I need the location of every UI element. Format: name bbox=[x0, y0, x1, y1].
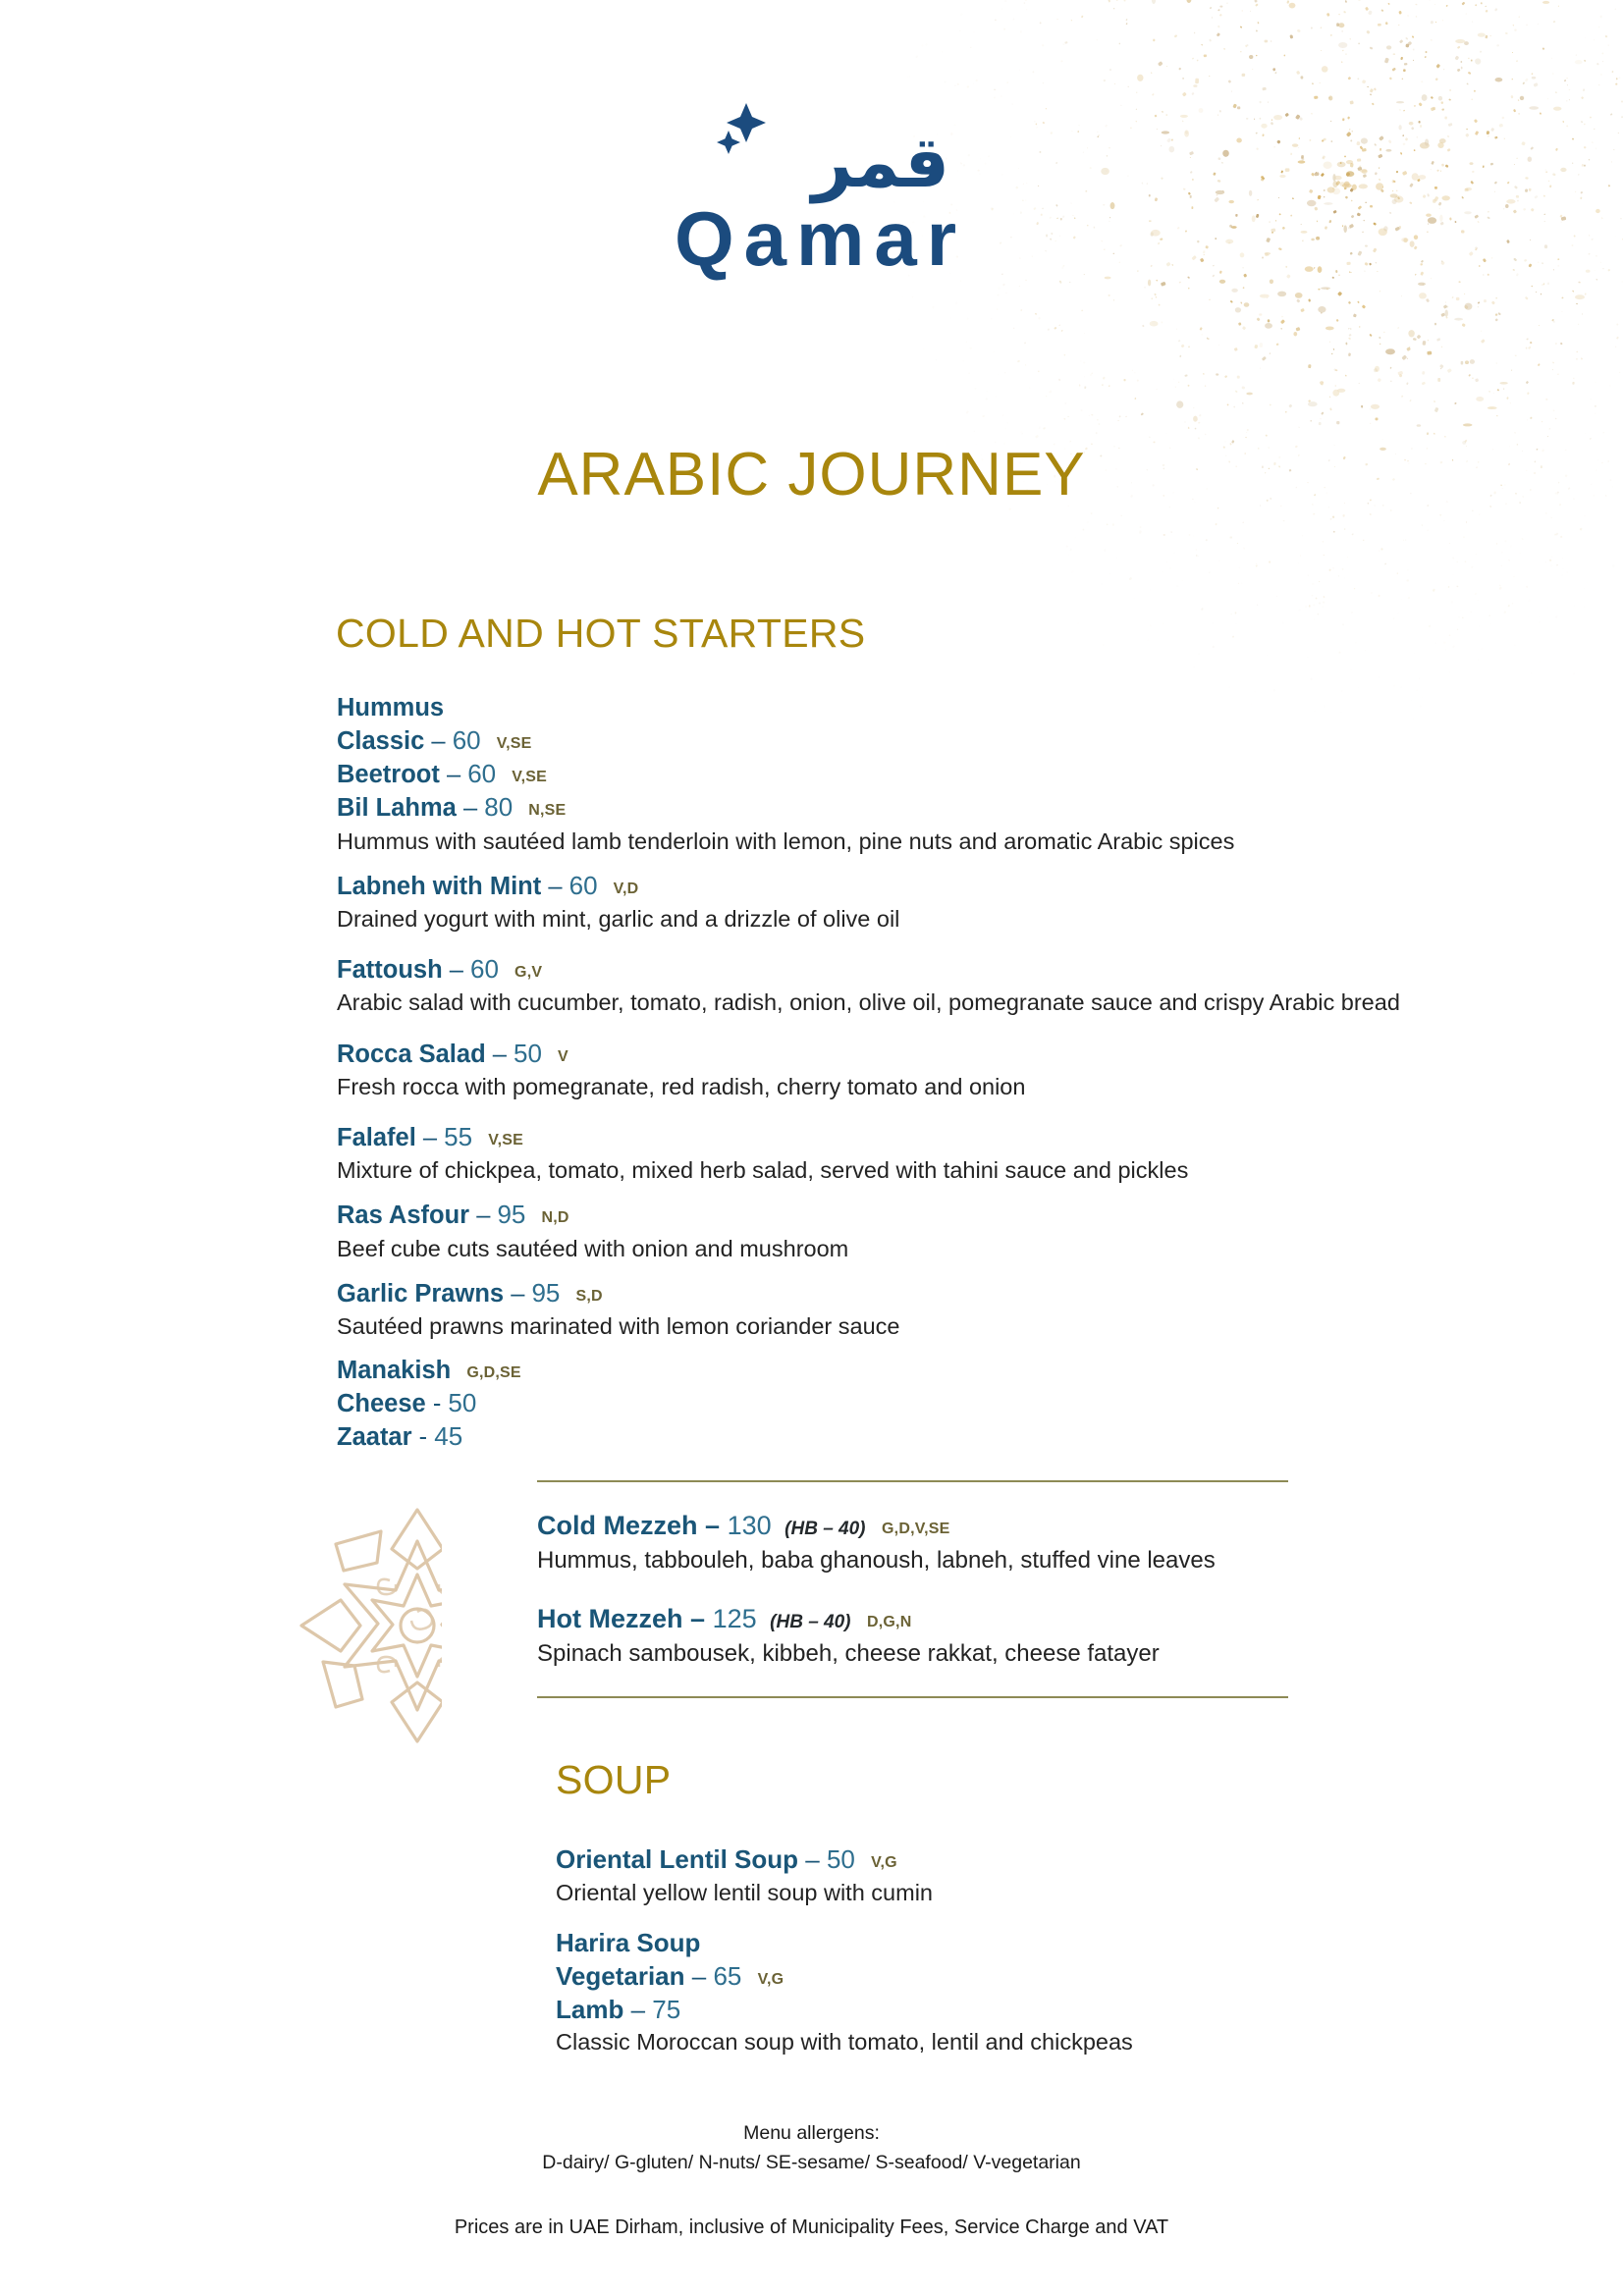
mezzeh-items bbox=[537, 1482, 1296, 1696]
item-price: 50 bbox=[826, 1844, 855, 1874]
menu-variant-zaatar bbox=[337, 1420, 1564, 1454]
item-dash: – bbox=[690, 1603, 706, 1633]
menu-variant-vegetarian bbox=[556, 1960, 1439, 1994]
menu-variant-cheese bbox=[337, 1387, 1564, 1420]
section-heading-starters: COLD AND HOT STARTERS bbox=[336, 611, 866, 656]
item-allergens: G,D,SE bbox=[466, 1364, 521, 1382]
item-label: Rocca Salad bbox=[337, 1040, 486, 1068]
prices-note: Prices are in UAE Dirham, inclusive of Municipality Fees, Service Charge and VAT bbox=[454, 2216, 1169, 2239]
menu-item-name bbox=[337, 1038, 1564, 1071]
sparkle-icon bbox=[717, 103, 766, 154]
menu-variant-lamb bbox=[556, 1994, 1439, 2027]
menu-item-garlic-prawns bbox=[337, 1277, 1564, 1342]
menu-item-hot-mezzeh bbox=[537, 1603, 1296, 1669]
menu-item-name bbox=[556, 1843, 1439, 1877]
menu-item-rocca-salad bbox=[337, 1038, 1564, 1102]
menu-item-name bbox=[537, 1603, 1296, 1636]
item-allergens: G,V bbox=[514, 964, 543, 982]
menu-item-description: Fresh rocca with pomegranate, red radish, cherry tomato and onion bbox=[337, 1073, 1026, 1099]
item-half-board-price: (HB – 40) bbox=[784, 1519, 866, 1539]
allergens-key: D-dairy/ G-gluten/ N-nuts/ SE-sesame/ S-seafood/ V-vegetarian bbox=[542, 2152, 1081, 2174]
item-price: 95 bbox=[497, 1200, 526, 1230]
divider-bottom bbox=[537, 1696, 1288, 1698]
item-dash: – bbox=[705, 1511, 721, 1540]
menu-variant-bil-lahma bbox=[337, 791, 1564, 825]
item-dash: – bbox=[449, 956, 463, 985]
item-dash: – bbox=[422, 1123, 438, 1151]
variant-label: Zaatar bbox=[337, 1423, 412, 1452]
item-allergens: V,SE bbox=[488, 1131, 523, 1148]
menu-item-name bbox=[537, 1510, 1296, 1543]
variant-label: Lamb bbox=[556, 1994, 624, 2024]
item-allergens: D,G,N bbox=[867, 1613, 912, 1630]
brand-logo bbox=[0, 93, 1623, 299]
item-half-board-price: (HB – 40) bbox=[770, 1611, 851, 1632]
variant-label: Cheese bbox=[337, 1390, 426, 1418]
variant-dash: – bbox=[462, 794, 478, 823]
item-price: 130 bbox=[727, 1511, 772, 1540]
variant-allergens: V,G bbox=[757, 1970, 784, 1988]
item-allergens: V,D bbox=[613, 880, 639, 897]
variant-allergens: V,SE bbox=[512, 769, 548, 786]
item-allergens: N,D bbox=[541, 1209, 569, 1227]
menu-item-description: Sautéed prawns marinated with lemon coriander sauce bbox=[337, 1312, 900, 1339]
item-allergens: V,G bbox=[871, 1854, 897, 1871]
variant-dash: – bbox=[446, 761, 461, 789]
menu-item-labneh-with-mint bbox=[337, 870, 1564, 934]
menu-item-name bbox=[337, 953, 1564, 987]
menu-item-hummus bbox=[337, 692, 1564, 857]
variant-price: 60 bbox=[452, 725, 481, 756]
menu-item-ras-asfour bbox=[337, 1199, 1564, 1263]
variant-price: 50 bbox=[448, 1388, 477, 1418]
variant-label: Bil Lahma bbox=[337, 794, 457, 823]
item-label: Ras Asfour bbox=[337, 1201, 470, 1230]
mezzeh-block bbox=[393, 1480, 1296, 1698]
item-allergens: V bbox=[558, 1047, 568, 1065]
item-label: Fattoush bbox=[337, 956, 443, 985]
menu-item-description: Beef cube cuts sautéed with onion and mushroom bbox=[337, 1235, 849, 1261]
menu-item-name bbox=[337, 870, 1564, 903]
item-allergens: G,D,V,SE bbox=[882, 1521, 950, 1537]
menu-item-description: Hummus with sautéed lamb tenderloin with lemon, pine nuts and aromatic Arabic spices bbox=[337, 828, 1235, 854]
item-label: Garlic Prawns bbox=[337, 1279, 505, 1308]
menu-item-name bbox=[337, 1277, 1564, 1310]
item-label: Hot Mezzeh bbox=[537, 1603, 683, 1633]
variant-label: Beetroot bbox=[337, 761, 440, 789]
footer bbox=[0, 2118, 1623, 2239]
item-dash: – bbox=[548, 872, 563, 900]
menu-item-description: Drained yogurt with mint, garlic and a drizzle of olive oil bbox=[337, 905, 900, 932]
variant-label: Vegetarian bbox=[556, 1960, 685, 1991]
variant-dash: - bbox=[432, 1390, 442, 1418]
menu-item-oriental-lentil-soup bbox=[556, 1843, 1439, 1908]
menu-item-description: Mixture of chickpea, tomato, mixed herb salad, served with tahini sauce and pickles bbox=[337, 1157, 1189, 1184]
brand-arabic-text: قمر bbox=[811, 121, 949, 203]
item-label: Hummus bbox=[337, 694, 445, 721]
arabesque-ornament-icon bbox=[270, 1498, 442, 1743]
variant-dash: – bbox=[431, 727, 446, 756]
item-label: Oriental Lentil Soup bbox=[556, 1844, 799, 1874]
menu-item-manakish bbox=[337, 1355, 1564, 1454]
item-label: Labneh with Mint bbox=[337, 872, 542, 900]
menu-item-name bbox=[337, 692, 1564, 724]
menu-item-description: Arabic salad with cucumber, tomato, radish, onion, olive oil, pomegranate sauce and crispy Arabic bread bbox=[337, 989, 1400, 1016]
item-label: Harira Soup bbox=[556, 1928, 701, 1958]
variant-price: 45 bbox=[434, 1421, 463, 1452]
variant-price: 75 bbox=[652, 1994, 681, 2024]
variant-label: Classic bbox=[337, 727, 425, 756]
menu-item-description: Oriental yellow lentil soup with cumin bbox=[556, 1879, 933, 1905]
item-price: 55 bbox=[444, 1121, 473, 1151]
variant-dash: – bbox=[691, 1960, 707, 1991]
variant-dash: – bbox=[630, 1994, 646, 2024]
item-dash: – bbox=[492, 1040, 507, 1068]
variant-price: 60 bbox=[467, 759, 497, 789]
item-price: 60 bbox=[568, 870, 598, 900]
variant-price: 80 bbox=[484, 792, 514, 823]
page-title: ARABIC JOURNEY bbox=[537, 441, 1086, 508]
item-dash: – bbox=[476, 1201, 491, 1230]
item-label: Cold Mezzeh bbox=[537, 1511, 698, 1540]
variant-dash: - bbox=[418, 1423, 428, 1452]
menu-item-harira-soup bbox=[556, 1927, 1439, 2058]
menu-item-name bbox=[337, 1355, 1564, 1387]
menu-item-name bbox=[556, 1927, 1439, 1960]
menu-variant-classic bbox=[337, 724, 1564, 758]
menu-item-description: Hummus, tabbouleh, baba ghanoush, labneh, stuffed vine leaves bbox=[537, 1546, 1216, 1574]
menu-item-fattoush bbox=[337, 953, 1564, 1018]
variant-allergens: N,SE bbox=[528, 802, 567, 820]
menu-item-name bbox=[337, 1121, 1564, 1154]
soup-list bbox=[556, 1843, 1439, 2058]
variant-price: 65 bbox=[713, 1960, 742, 1991]
menu-item-description: Classic Moroccan soup with tomato, lentil and chickpeas bbox=[556, 2029, 1133, 2056]
menu-variant-beetroot bbox=[337, 758, 1564, 791]
menu-item-falafel bbox=[337, 1121, 1564, 1186]
brand-latin-text: Qamar bbox=[674, 195, 966, 282]
menu-item-description: Spinach sambousek, kibbeh, cheese rakkat, cheese fatayer bbox=[537, 1639, 1160, 1667]
item-price: 50 bbox=[514, 1038, 542, 1068]
item-price: 95 bbox=[531, 1277, 561, 1308]
item-dash: – bbox=[805, 1844, 820, 1874]
variant-allergens: V,SE bbox=[496, 735, 532, 753]
item-label: Manakish bbox=[337, 1357, 452, 1385]
item-price: 125 bbox=[712, 1603, 757, 1633]
item-price: 60 bbox=[470, 954, 499, 985]
item-dash: – bbox=[511, 1279, 525, 1308]
starters-list bbox=[337, 692, 1564, 1455]
allergens-label: Menu allergens: bbox=[743, 2122, 880, 2144]
menu-item-name bbox=[337, 1199, 1564, 1232]
menu-item-cold-mezzeh bbox=[537, 1510, 1296, 1575]
section-heading-soup: SOUP bbox=[556, 1757, 672, 1802]
item-label: Falafel bbox=[337, 1123, 416, 1151]
item-allergens: S,D bbox=[575, 1287, 603, 1305]
